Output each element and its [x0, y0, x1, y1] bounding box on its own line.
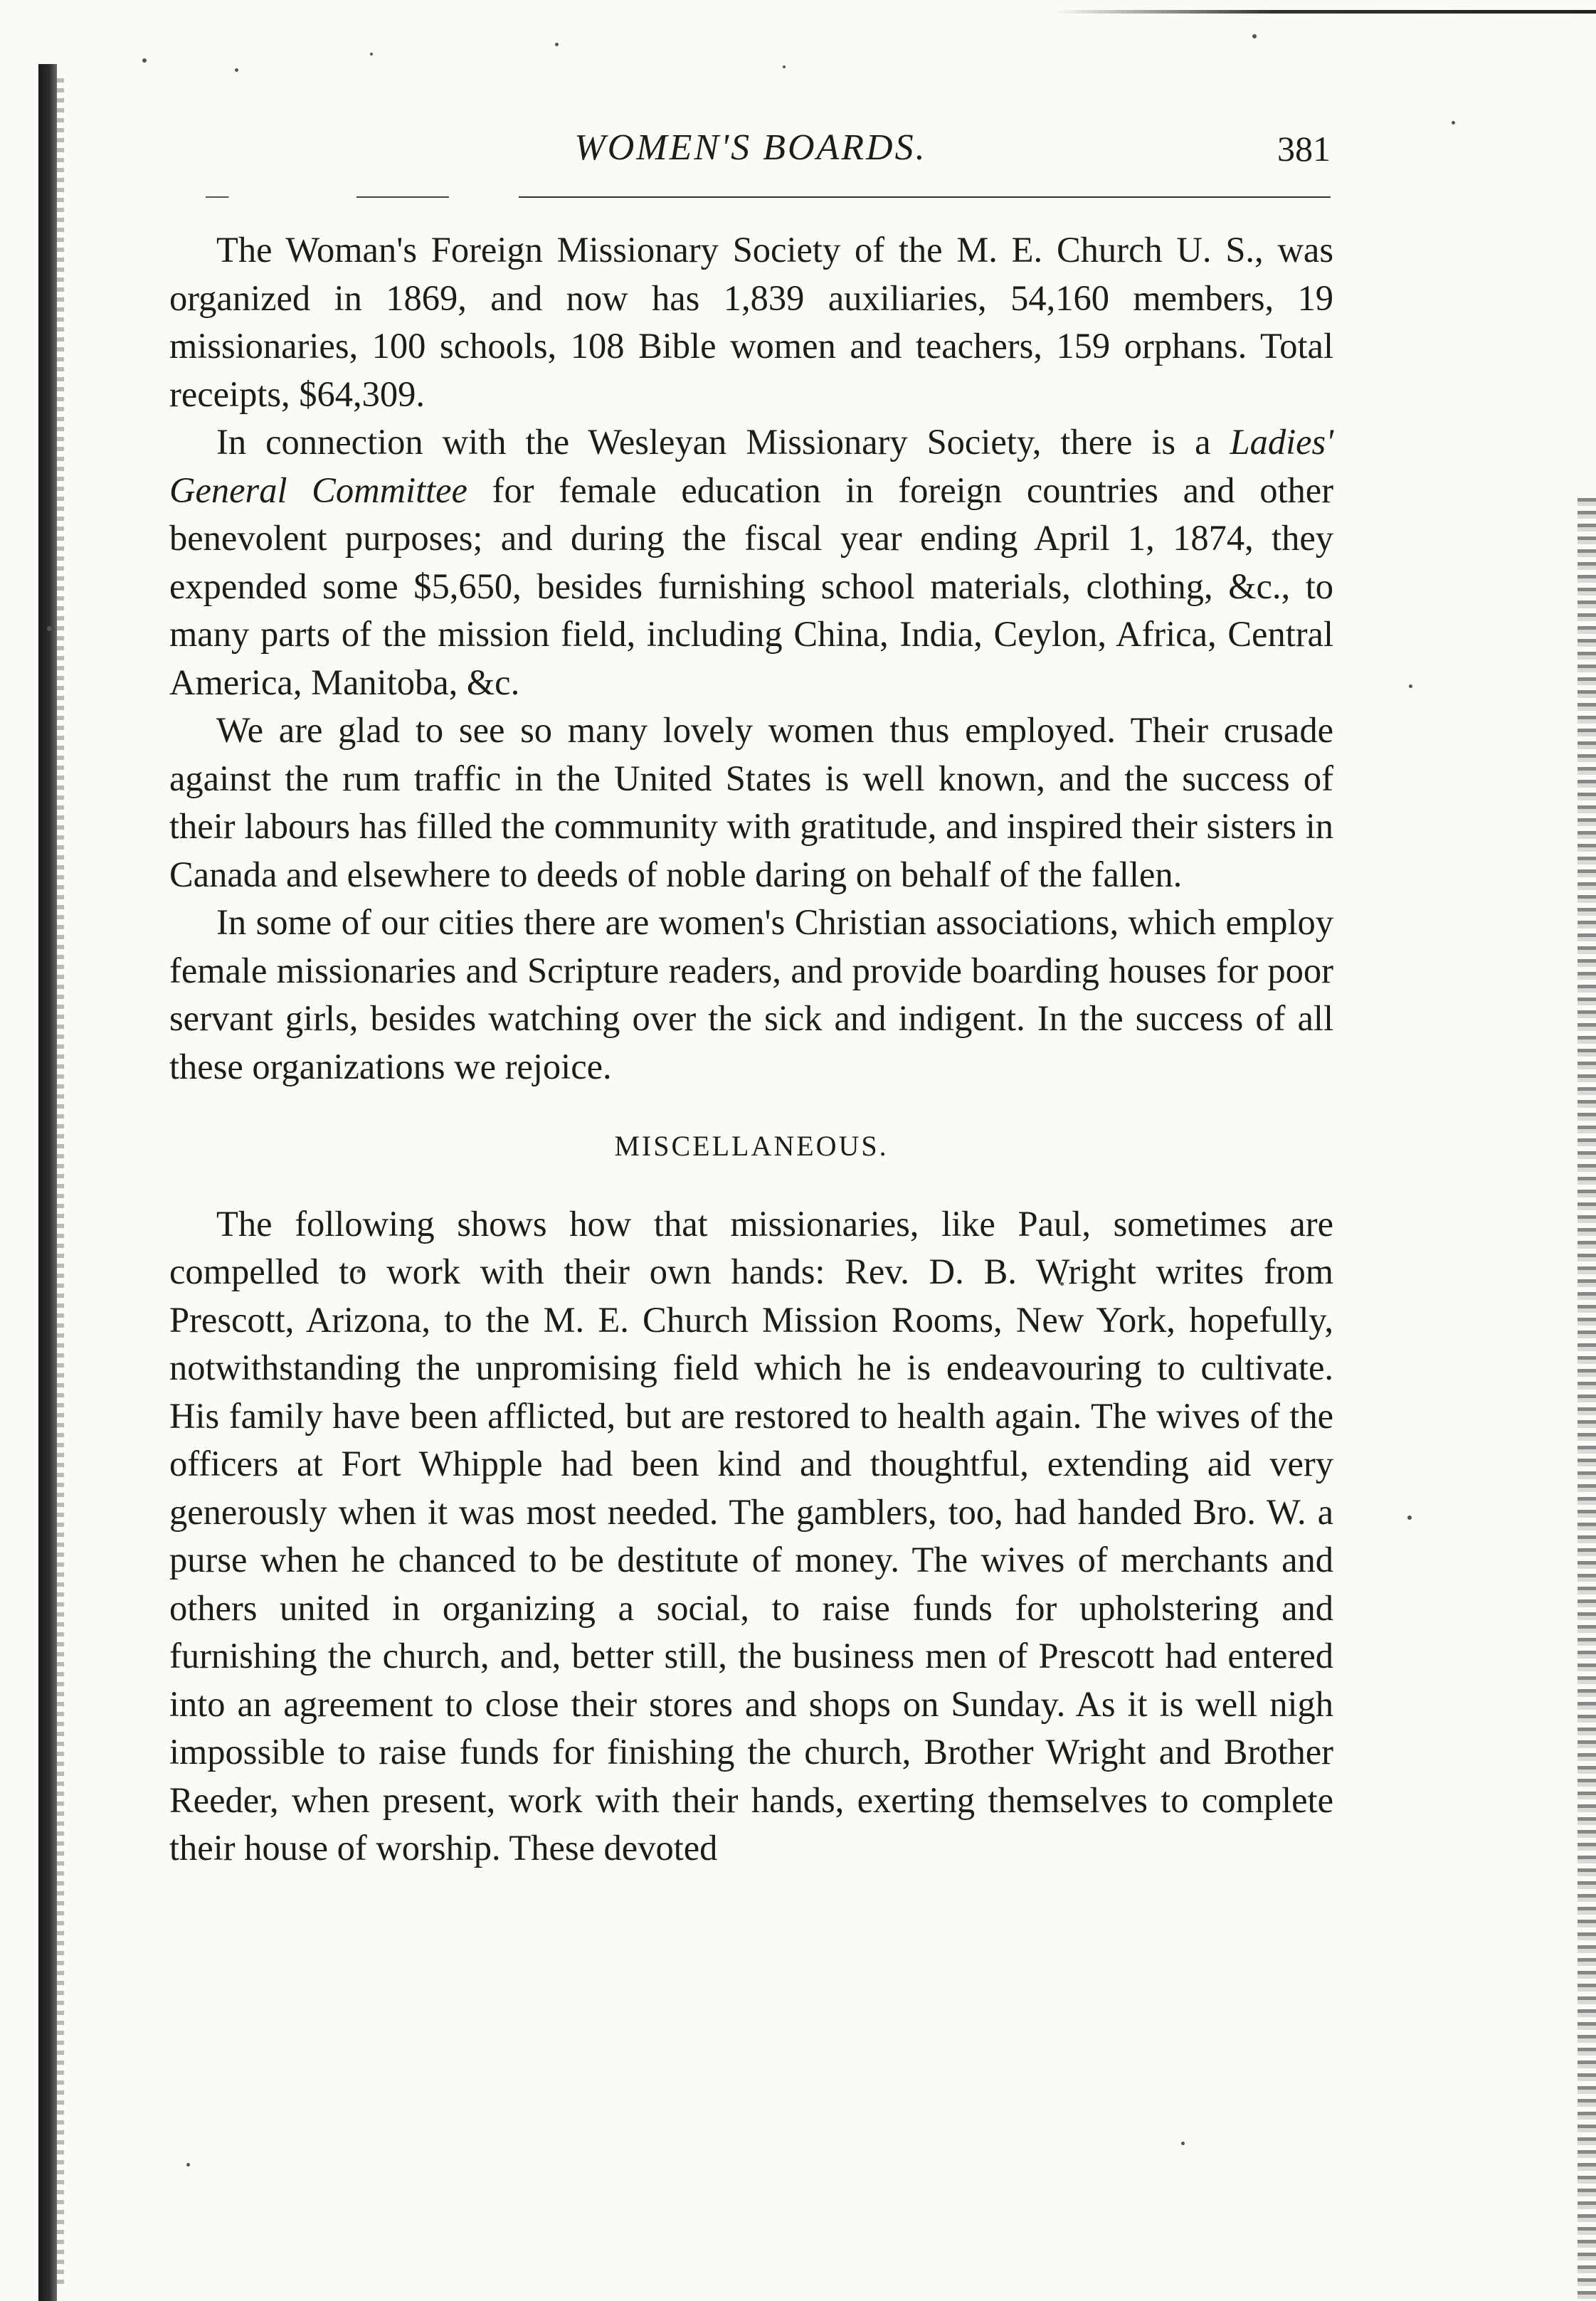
page-body — [169, 226, 1333, 1873]
running-head: WOMEN'S BOARDS. — [574, 127, 927, 168]
speck — [1252, 34, 1257, 38]
paragraph: The Woman's Foreign Missionary Society of the M. E. Church U. S., was organized in 1869, and now has 1,839 auxiliaries, 54,160 members, 19 missionaries, 100 schools, 108 Bible women and teachers, 159 orphans. Total receipts, $64,309. — [169, 230, 1333, 414]
paragraph: We are glad to see so many lovely women thus employed. Their crusade against the rum traffic in the United States is well known, and the success of their labours has filled the community with gratitude, and inspired their sisters in Canada and elsewhere to deeds of noble daring on behalf of the fallen. — [169, 710, 1333, 894]
speck — [142, 58, 147, 63]
book-spine-shadow — [38, 64, 57, 2301]
paragraph — [169, 418, 1333, 707]
spine-edge-texture — [57, 78, 64, 2284]
speck — [555, 43, 559, 46]
paragraph-lead: In connection with the Wesleyan Missionary Society, there is a — [216, 422, 1230, 462]
speck — [783, 65, 786, 68]
paragraph-rest: for female education in foreign countries and other benevolent purposes; and during the fiscal year ending April 1, 1874, they expended some $5,650, besides furnishing school materials, clothing, &c., to many parts of the mission field, including China, India, Ceylon, Africa, Central America, Manitoba, &c. — [169, 470, 1334, 702]
committee-name: Ladies' General Committee — [169, 422, 1333, 510]
speck — [186, 2163, 190, 2167]
speck — [1407, 1516, 1412, 1520]
section-heading: MISCELLANEOUS. — [614, 1130, 889, 1162]
speck — [235, 68, 238, 72]
speck — [1409, 684, 1412, 688]
speck — [1452, 121, 1455, 125]
paragraph: In some of our cities there are women's Christian associations, which employ female missionaries and Scripture readers, and provide boarding houses for poor servant girls, besides watching over the sick and indigent. In the success of all these organizations we rejoice. — [169, 902, 1333, 1086]
top-edge-shadow — [1053, 10, 1596, 14]
speck — [47, 626, 52, 631]
speck — [1181, 2142, 1185, 2145]
paragraph: The following shows how that missionaries, like Paul, sometimes are compelled to work with their own hands: Rev. D. B. Wright writes from Prescott, Arizona, to the M. E. Church Mission Rooms, New York, hopefully, notwithstanding the unpromising field which he is endeavouring to cultivate. His family have been afflicted, but are restored to health again. The wives of the officers at Fort Whipple had been kind and thoughtful, extending aid very generously when it was most needed. The gamblers, too, had handed Bro. W. a purse when he chanced to be destitute of money. The wives of merchants and others united in organizing a social, to raise funds for upholstering and furnishing the church, and, better still, the business men of Prescott had entered into an agreement to close their stores and shops on Sunday. As it is well nigh impossible to raise funds for finishing the church, Brother Wright and Brother Reeder, when present, work with their hands, exerting themselves to complete their house of worship. These devoted — [169, 1203, 1333, 1868]
speck — [370, 53, 373, 55]
page-number: 381 — [1277, 129, 1331, 169]
header-rule — [171, 196, 1331, 198]
page-header — [171, 127, 1331, 184]
page-edge-texture — [1577, 498, 1596, 2301]
